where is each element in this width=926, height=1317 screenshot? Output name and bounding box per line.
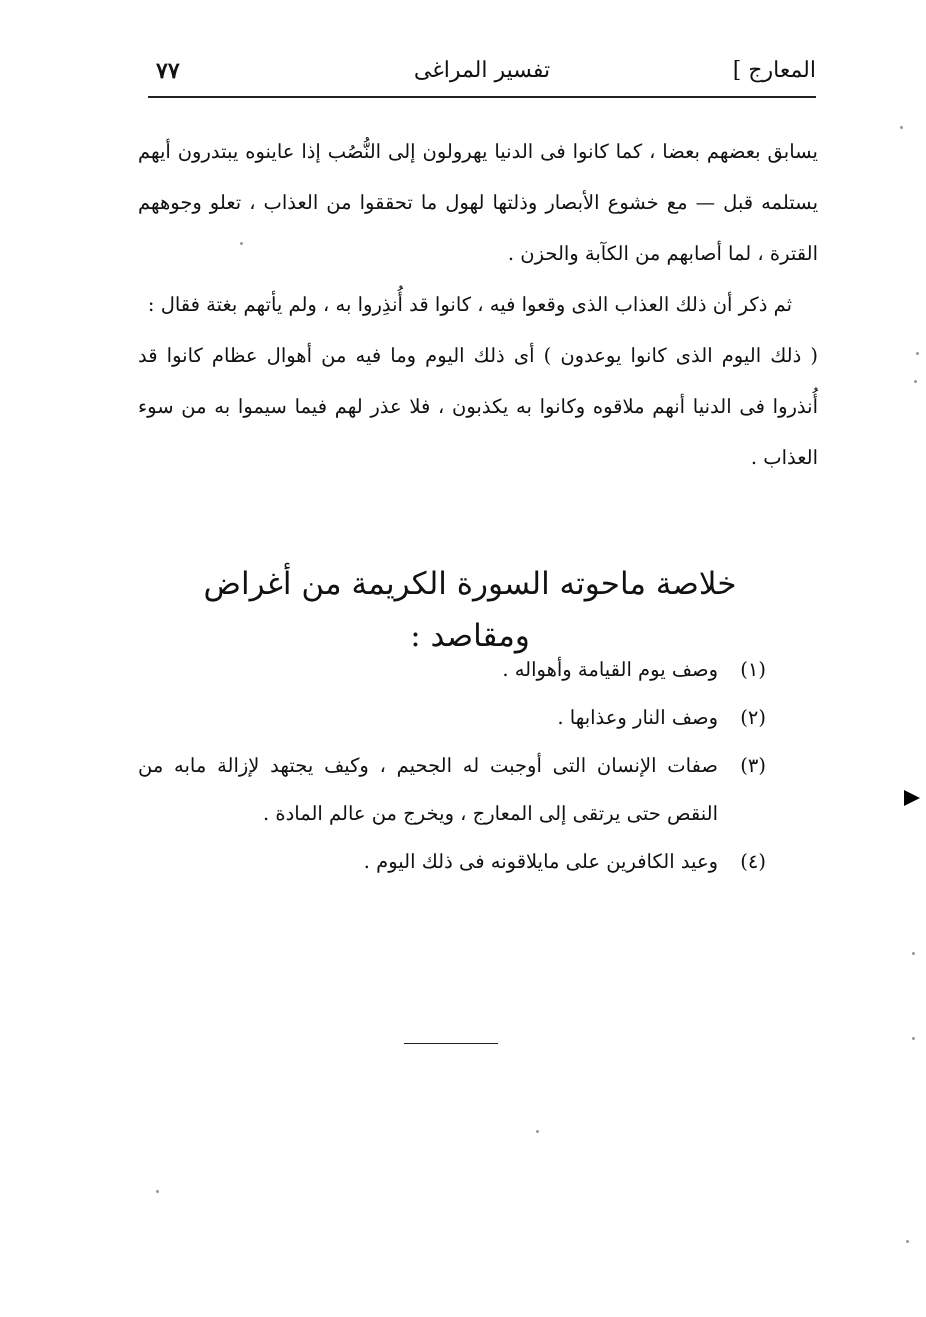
commentary-paragraph: يسابق بعضهم بعضا ، كما كانوا فى الدنيا يهرولون إلى النُّصُب إذا عاينوه يبتدرون أيهم يستلمه قبل — مع خشوع الأبصار وذلتها لهول ما تحققوا من العذاب ، تعلو وجوههم القترة ، لما أصابهم من الكآبة والحزن . bbox=[138, 140, 818, 265]
list-item bbox=[138, 646, 766, 694]
list-item bbox=[138, 742, 766, 838]
running-header bbox=[148, 52, 816, 96]
summary-points-list bbox=[138, 646, 766, 886]
scan-speck bbox=[156, 1190, 159, 1193]
scan-speck bbox=[900, 126, 903, 129]
point-number: (٢) bbox=[740, 706, 766, 729]
scan-speck bbox=[240, 242, 243, 245]
point-number: (٤) bbox=[740, 850, 766, 873]
list-item bbox=[138, 694, 766, 742]
point-number: (٣) bbox=[740, 754, 766, 777]
point-text: وعيد الكافرين على مايلاقونه فى ذلك اليوم . bbox=[363, 850, 718, 873]
scan-speck bbox=[536, 1130, 539, 1133]
scan-speck bbox=[906, 1240, 909, 1243]
point-text: وصف النار وعذابها . bbox=[557, 706, 718, 729]
point-text: وصف يوم القيامة وأهواله . bbox=[502, 658, 718, 681]
commentary-body bbox=[138, 126, 818, 483]
book-title: تفسير المراغى bbox=[413, 58, 551, 83]
chapter-name: المعارج ] bbox=[732, 58, 816, 83]
point-number: (١) bbox=[740, 658, 766, 681]
closing-rule bbox=[404, 1043, 498, 1044]
point-text: صفات الإنسان التى أوجبت له الجحيم ، وكيف يجتهد لإزالة مابه من النقص حتى يرتقى إلى المعارج ، ويخرج من عالم المادة . bbox=[138, 754, 718, 825]
margin-arrow-mark bbox=[904, 790, 920, 806]
page-number: ٧٧ bbox=[156, 58, 180, 84]
list-item bbox=[138, 838, 766, 886]
commentary-paragraph: ( ذلك اليوم الذى كانوا يوعدون ) أى ذلك اليوم وما فيه من أهوال عظام كانوا قد أُنذروا فى الدنيا أنهم ملاقوه وكانوا به يكذبون ، فلا عذر لهم فيما سيموا به من سوء العذاب . bbox=[138, 344, 818, 469]
scan-speck bbox=[914, 380, 917, 383]
header-rule bbox=[148, 96, 816, 98]
commentary-paragraph: ثم ذكر أن ذلك العذاب الذى وقعوا فيه ، كانوا قد أُنذِروا به ، ولم يأتهم بغتة فقال : bbox=[147, 293, 792, 316]
scan-speck bbox=[912, 1037, 915, 1040]
scan-speck bbox=[916, 352, 919, 355]
section-heading: خلاصة ماحوته السورة الكريمة من أغراض ومقاصد : bbox=[203, 566, 737, 654]
scan-speck bbox=[912, 952, 915, 955]
